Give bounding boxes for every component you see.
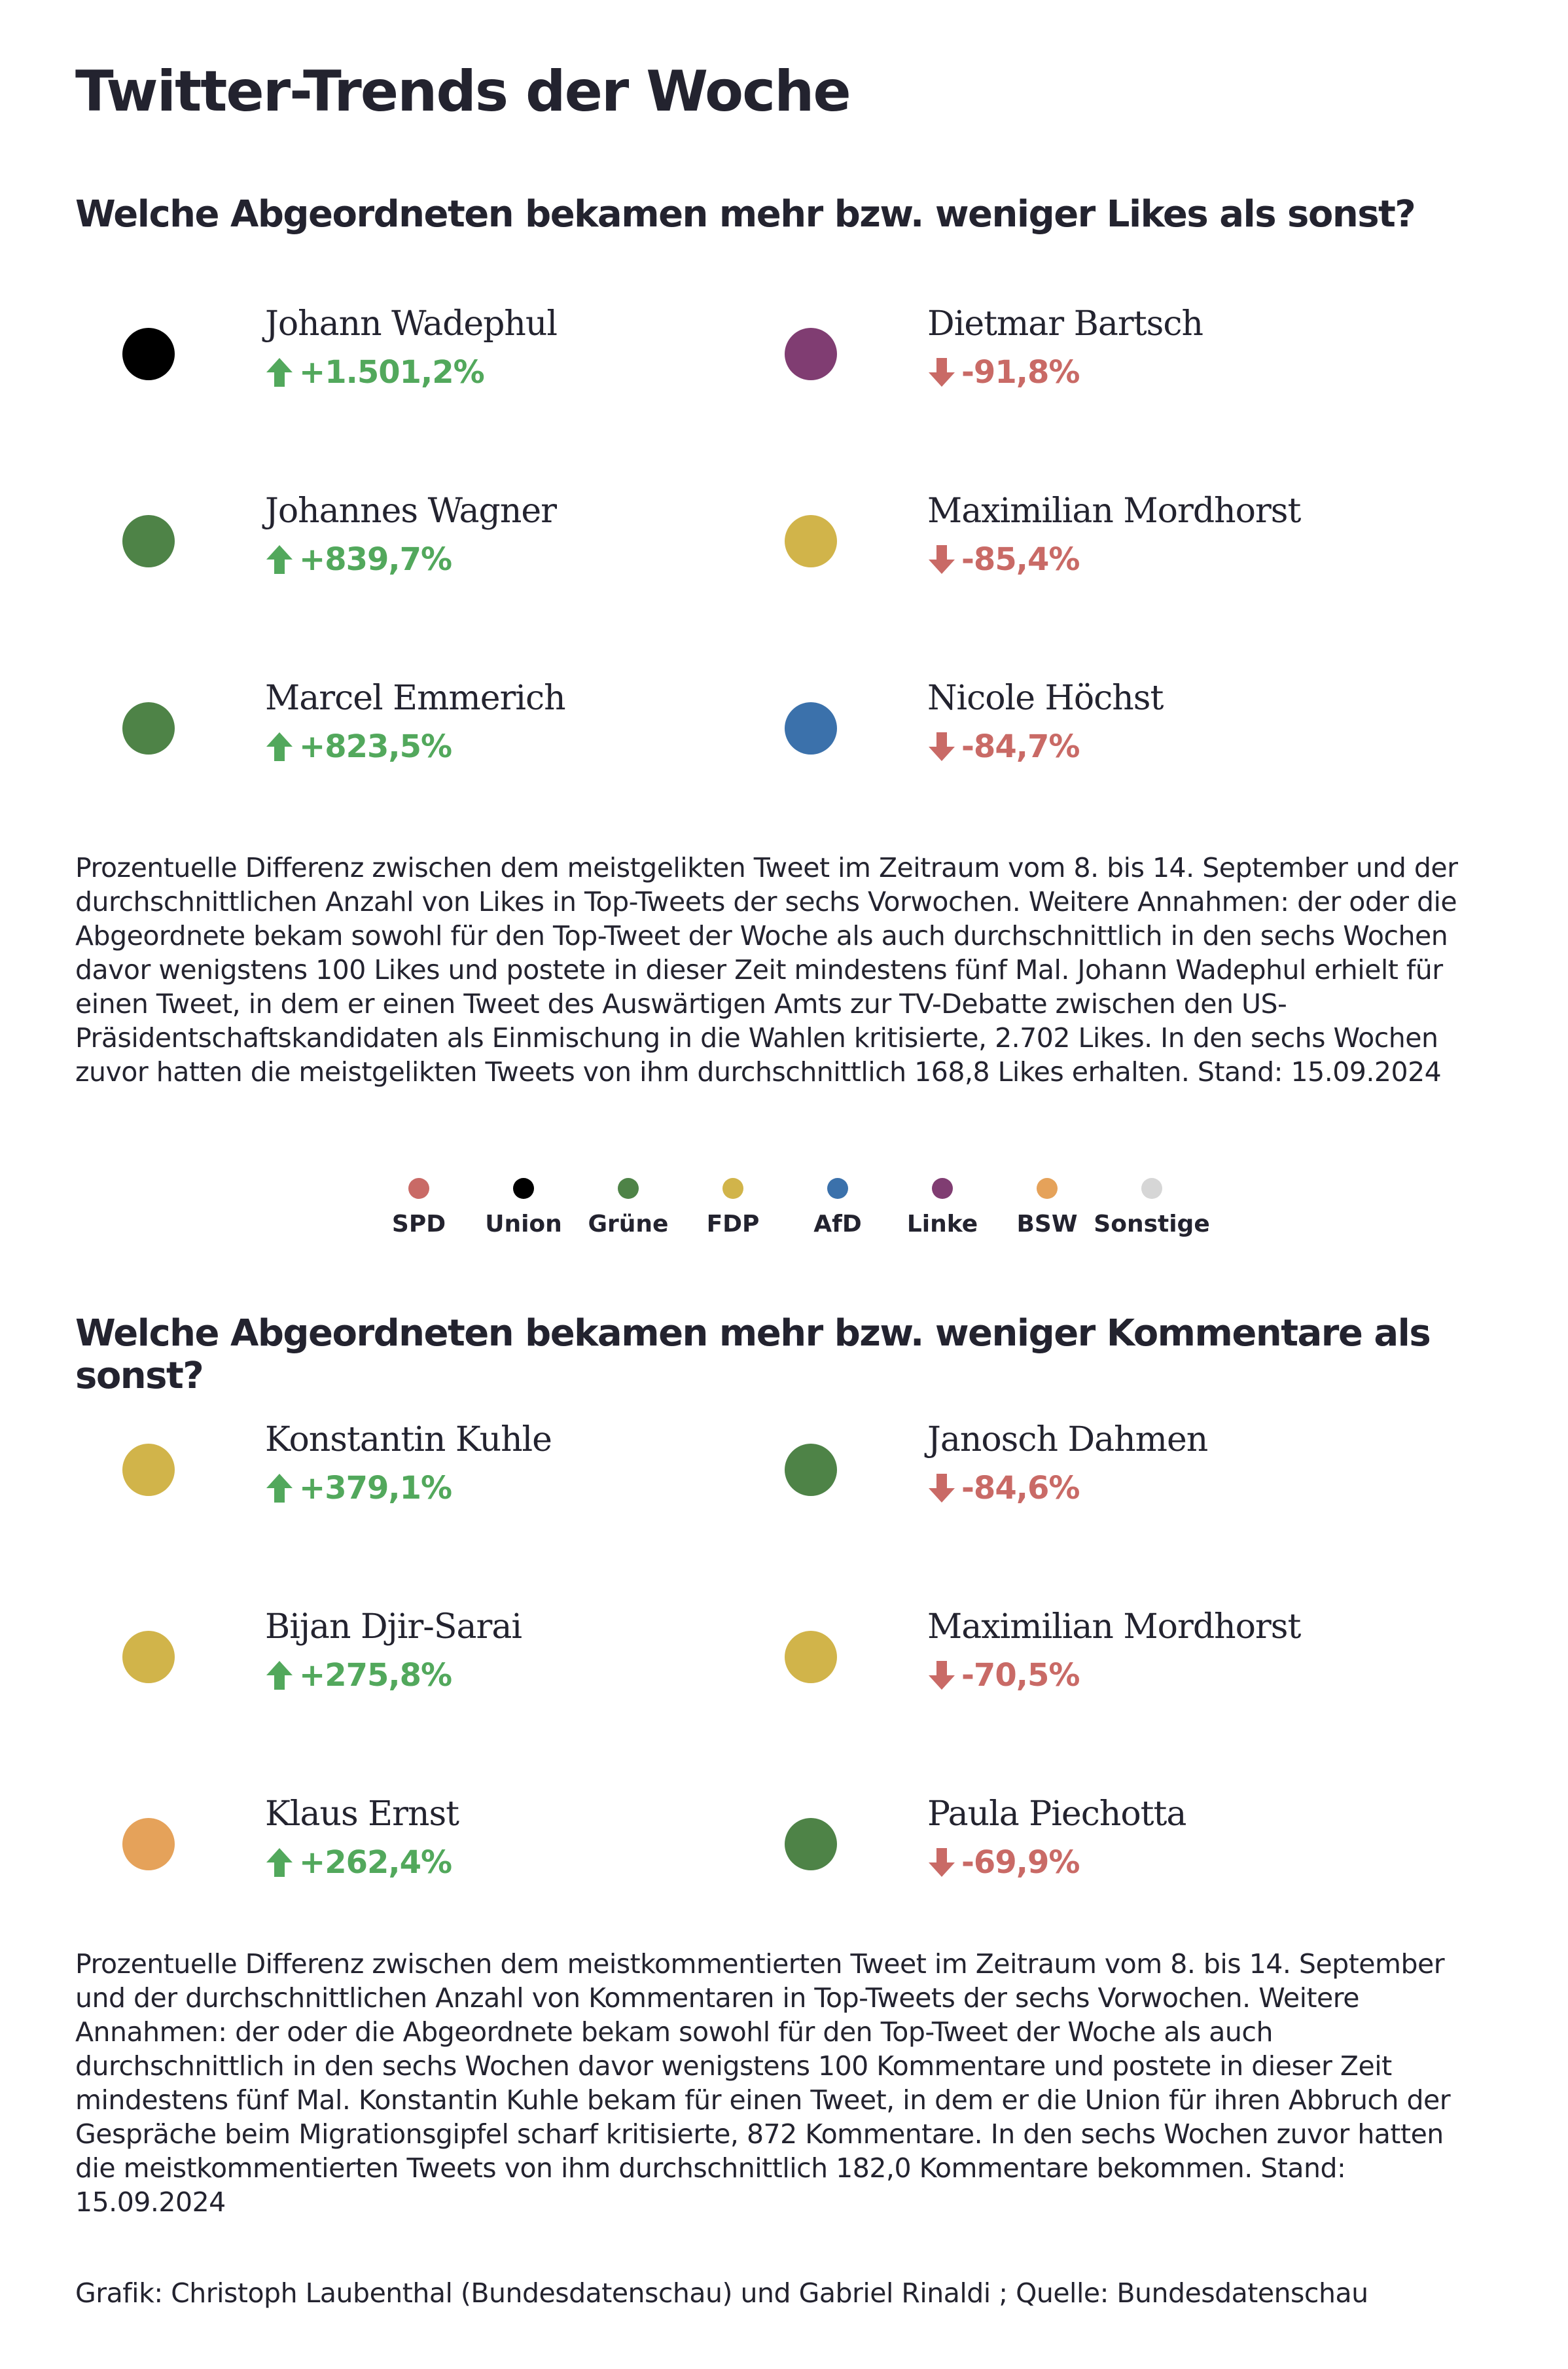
comments-note: Prozentuelle Differenz zwischen dem meistkommentierten Tweet im Zeitraum vom 8. bis 14. September und der durchschnittlichen Anzahl von Kommentaren in Top-Tweets der sechs Vorwochen. Weitere Annahmen: der oder die Abgeordnete bekam sowohl für den Top-Tweet der Woche als auch durchschnittlich in den sechs Wochen davor wenigstens 100 Kommentare und postete in dieser Zeit mindestens fünf Mal. Konstantin Kuhle bekam für einen Tweet, in dem er die Union für ihren Abbruch der Gespräche beim Migrationsgipfel scharf kritisierte, 872 Kommentare. In den sechs Wochen zuvor hatten die meistkommentierten Tweets von ihm durchschnittlich 182,0 Kommentare bekommen. Stand: 15.09.2024	[75, 1948, 1451, 2218]
legend-label: Sonstige	[1094, 1211, 1210, 1238]
change-text: -70,5%	[961, 1657, 1080, 1694]
arrow-down-icon	[927, 1472, 956, 1504]
legend-item	[1094, 1178, 1210, 1238]
change-text: -91,8%	[961, 354, 1080, 391]
change-value	[927, 1470, 1079, 1506]
change-value	[927, 1844, 1079, 1881]
politician-item	[738, 1420, 1392, 1551]
arrow-down-icon	[927, 1660, 956, 1691]
legend-dot	[618, 1178, 639, 1199]
politician-item	[738, 491, 1392, 622]
footer-credits: Grafik: Christoph Laubenthal (Bundesdatenschau) und Gabriel Rinaldi ; Quelle: Bundesdatenschau	[75, 2277, 1368, 2309]
change-value	[927, 728, 1079, 765]
arrow-up-icon	[265, 544, 294, 575]
change-text: +839,7%	[299, 541, 452, 578]
legend-label: FDP	[706, 1211, 760, 1238]
politician-item	[738, 1607, 1392, 1738]
politician-item	[75, 304, 730, 435]
change-text: -69,9%	[961, 1844, 1080, 1881]
change-value	[927, 541, 1079, 578]
politician-name: Maximilian Mordhorst	[927, 1607, 1301, 1647]
section-comments-title: Welche Abgeordneten bekamen mehr bzw. weniger Kommentare als sonst?	[75, 1312, 1431, 1397]
legend-item	[890, 1178, 995, 1238]
party-dot	[122, 1818, 175, 1870]
party-dot	[122, 1444, 175, 1496]
change-text: +275,8%	[299, 1657, 452, 1694]
arrow-down-icon	[927, 1847, 956, 1878]
legend-item	[471, 1178, 576, 1238]
arrow-up-icon	[265, 1660, 294, 1691]
arrow-down-icon	[927, 731, 956, 762]
politician-name: Dietmar Bartsch	[927, 304, 1203, 344]
change-value	[265, 728, 452, 765]
party-dot	[122, 702, 175, 755]
change-value	[265, 541, 452, 578]
legend-dot	[1037, 1178, 1058, 1199]
politician-item	[75, 1420, 730, 1551]
change-text: -85,4%	[961, 541, 1080, 578]
arrow-up-icon	[265, 1472, 294, 1504]
party-dot	[122, 1631, 175, 1683]
party-dot	[122, 515, 175, 567]
politician-item	[75, 679, 730, 810]
politician-item	[738, 679, 1392, 810]
politician-item	[75, 491, 730, 622]
arrow-down-icon	[927, 544, 956, 575]
politician-name: Bijan Djir-Sarai	[265, 1607, 522, 1647]
politician-name: Nicole Höchst	[927, 679, 1164, 718]
party-dot	[785, 1631, 837, 1683]
legend-dot	[827, 1178, 848, 1199]
change-value	[265, 1657, 452, 1694]
change-text: +823,5%	[299, 728, 452, 765]
legend-item	[366, 1178, 471, 1238]
legend-item	[681, 1178, 785, 1238]
politician-name: Johann Wadephul	[265, 304, 558, 344]
party-dot	[122, 328, 175, 380]
politician-name: Konstantin Kuhle	[265, 1420, 552, 1459]
legend-dot	[513, 1178, 534, 1199]
change-text: -84,6%	[961, 1470, 1080, 1506]
party-dot	[785, 1818, 837, 1870]
politician-name: Janosch Dahmen	[927, 1420, 1208, 1459]
change-value	[927, 354, 1079, 391]
legend-label: BSW	[1016, 1211, 1078, 1238]
legend-item	[995, 1178, 1099, 1238]
change-text: +262,4%	[299, 1844, 452, 1881]
arrow-up-icon	[265, 357, 294, 388]
politician-item	[75, 1794, 730, 1925]
legend-item	[785, 1178, 890, 1238]
party-dot	[785, 1444, 837, 1496]
legend-dot	[722, 1178, 743, 1199]
party-dot	[785, 515, 837, 567]
politician-name: Paula Piechotta	[927, 1794, 1186, 1834]
change-text: +1.501,2%	[299, 354, 484, 391]
party-dot	[785, 328, 837, 380]
politician-name: Klaus Ernst	[265, 1794, 459, 1834]
legend-dot	[408, 1178, 429, 1199]
legend-label: Grüne	[588, 1211, 669, 1238]
politician-item	[738, 1794, 1392, 1925]
change-value	[927, 1657, 1079, 1694]
politician-item	[75, 1607, 730, 1738]
section-likes-title: Welche Abgeordneten bekamen mehr bzw. weniger Likes als sonst?	[75, 193, 1416, 236]
legend-label: Linke	[906, 1211, 978, 1238]
legend-label: SPD	[391, 1211, 446, 1238]
legend-label: Union	[485, 1211, 562, 1238]
party-dot	[785, 702, 837, 755]
arrow-up-icon	[265, 1847, 294, 1878]
change-text: +379,1%	[299, 1470, 452, 1506]
legend-dot	[1141, 1178, 1162, 1199]
likes-note: Prozentuelle Differenz zwischen dem meistgelikten Tweet im Zeitraum vom 8. bis 14. September und der durchschnittlichen Anzahl von Likes in Top-Tweets der sechs Vorwochen. Weitere Annahmen: der oder die Abgeordnete bekam sowohl für den Top-Tweet der Woche als auch durchschnittlich in den sechs Wochen davor wenigstens 100 Likes und postete in dieser Zeit mindestens fünf Mal. Johann Wadephul erhielt für einen Tweet, in dem er einen Tweet des Auswärtigen Amts zur TV-Debatte zwischen den US-Präsidentschaftskandidaten als Einmischung in die Wahlen kritisierte, 2.702 Likes. In den sechs Wochen zuvor hatten die meistgelikten Tweets von ihm durchschnittlich 168,8 Likes erhalten. Stand: 15.09.2024	[75, 852, 1458, 1088]
party-legend	[366, 1178, 1210, 1238]
arrow-down-icon	[927, 357, 956, 388]
legend-label: AfD	[813, 1211, 862, 1238]
change-value	[265, 1470, 452, 1506]
politician-item	[738, 304, 1392, 435]
change-value	[265, 354, 484, 391]
change-text: -84,7%	[961, 728, 1080, 765]
legend-dot	[932, 1178, 953, 1199]
politician-name: Maximilian Mordhorst	[927, 491, 1301, 531]
politician-name: Johannes Wagner	[265, 491, 556, 531]
page-title: Twitter-Trends der Woche	[75, 59, 850, 124]
politician-name: Marcel Emmerich	[265, 679, 565, 718]
legend-item	[576, 1178, 681, 1238]
change-value	[265, 1844, 452, 1881]
arrow-up-icon	[265, 731, 294, 762]
